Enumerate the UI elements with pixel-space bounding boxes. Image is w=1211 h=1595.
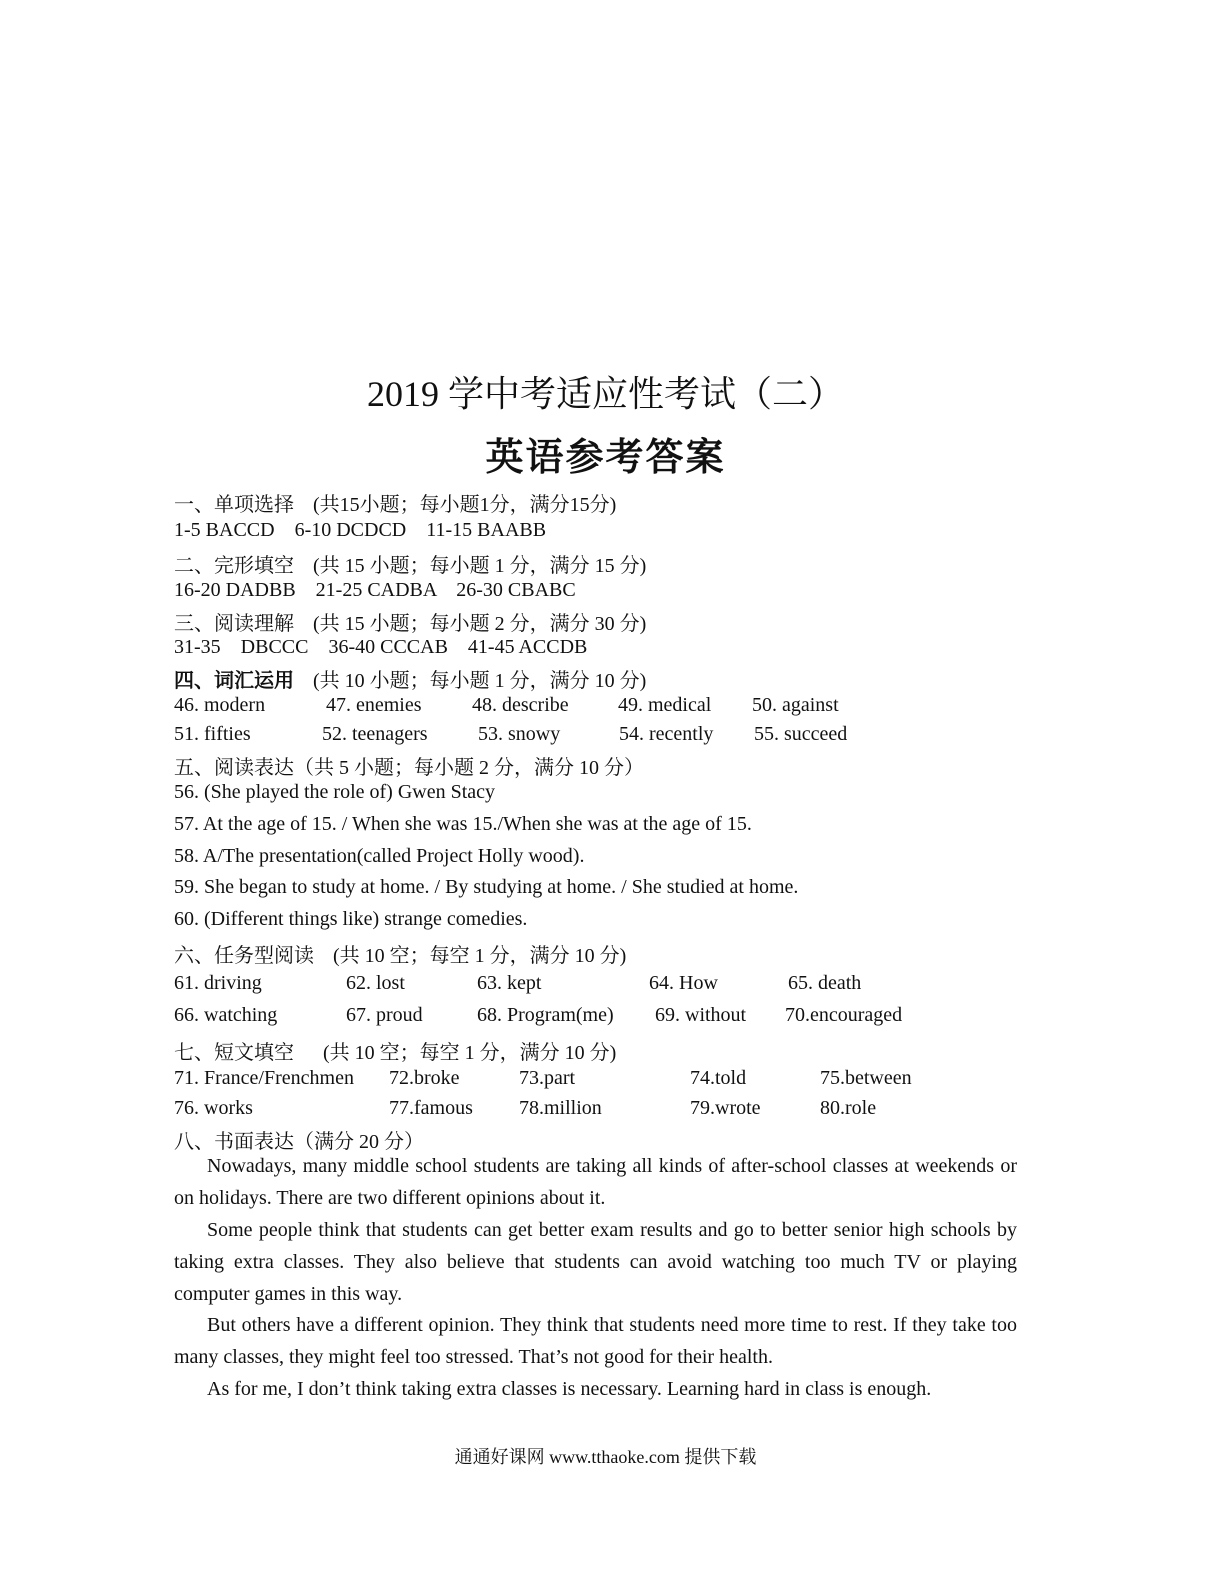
answer-cell: 71. France/Frenchmen [174,1067,354,1089]
answer-cell: 46. modern [174,694,266,716]
section-heading-3 [174,607,646,636]
answer-cell: 73.part [519,1067,576,1089]
section-title: 七、短文填空 [174,1042,294,1064]
section-title: 八、书面表达 [174,1131,294,1153]
answer-cell: 76. works [174,1097,253,1119]
section-note: (共 10 空；每空 1 分，满分 10 分) [323,1042,617,1064]
answer-cell: 54. recently [619,723,714,745]
answer-line: 16-20 DADBB 21-25 CADBA 26-30 CBABC [174,579,576,601]
section-note: (共 10 空；每空 1 分，满分 10 分) [333,945,627,967]
section-note: （共 5 小题；每小题 2 分，满分 10 分） [294,757,644,779]
answer-cell: 79.wrote [690,1097,761,1119]
answer-cell: 55. succeed [754,723,848,745]
section-heading-2 [174,549,646,578]
answer-cell: 69. without [655,1004,747,1026]
essay-paragraph: Nowadays, many middle school students are taking all kinds of after-school classes at weekends or on holidays. There are two different opinions about it. [174,1155,1017,1209]
answer-cell: 68. Program(me) [477,1004,614,1026]
answer-cell: 50. against [752,694,839,716]
answer-line: 58. A/The presentation(called Project Holly wood). [174,845,585,867]
answer-cell: 65. death [788,972,862,994]
section-note: （满分 20 分） [294,1131,424,1153]
answer-cell: 62. lost [346,972,405,994]
answer-cell: 80.role [820,1097,877,1119]
answer-cell: 51. fifties [174,723,251,745]
answer-cell: 64. How [649,972,718,994]
answer-cell: 47. enemies [326,694,422,716]
section-note: (共 15 小题；每小题 1 分，满分 15 分) [313,555,647,577]
footer-credit: 通通好课网 www.tthaoke.com 提供下载 [454,1447,757,1467]
section-title: 六、任务型阅读 [174,945,314,967]
answer-cell: 67. proud [346,1004,423,1026]
section-heading-7 [174,1036,616,1065]
document-subtitle: 英语参考答案 [485,437,726,479]
answer-cell: 77.famous [389,1097,473,1119]
section-heading-4 [174,664,646,693]
answer-cell: 52. teenagers [322,723,428,745]
section-title: 二、完形填空 [174,555,294,577]
answer-line: 1-5 BACCD 6-10 DCDCD 11-15 BAABB [174,519,547,541]
essay-paragraph: Some people think that students can get better exam results and go to better senior high schools by taking extra classes. They also believe that students can avoid watching too much TV or playing computer games in this way. [174,1219,1017,1305]
section-heading-1 [174,488,616,517]
answer-cell: 66. watching [174,1004,278,1026]
section-title: 一、单项选择 [174,494,294,516]
answer-cell: 74.told [690,1067,747,1089]
answer-line: 56. (She played the role of) Gwen Stacy [174,781,496,803]
section-title: 五、阅读表达 [174,757,294,779]
answer-cell: 63. kept [477,972,542,994]
answer-line: 57. At the age of 15. / When she was 15./When she was at the age of 15. [174,813,752,835]
answer-line: 31-35 DBCCC 36-40 CCCAB 41-45 ACCDB [174,636,588,658]
essay-paragraph: But others have a different opinion. They think that students need more time to rest. If they take too many classes, they might feel too stressed. That’s not good for their health. [174,1314,1017,1368]
section-heading-5 [174,751,644,780]
answer-cell: 72.broke [389,1067,460,1089]
section-title: 三、阅读理解 [174,613,294,635]
section-note: (共15小题；每小题1分，满分15分) [313,494,617,516]
answer-cell: 48. describe [472,694,569,716]
document-title: 2019 学中考适应性考试（二） [366,374,844,414]
answer-cell: 70.encouraged [785,1004,903,1026]
answer-cell: 53. snowy [478,723,561,745]
answer-line: 60. (Different things like) strange comedies. [174,908,528,930]
section-title: 四、词汇运用 [174,670,294,692]
answer-cell: 61. driving [174,972,262,994]
essay-paragraph: As for me, I don’t think taking extra classes is necessary. Learning hard in class is enough. [207,1378,932,1400]
answer-cell: 78.million [519,1097,602,1119]
answer-cell: 49. medical [618,694,712,716]
answer-line: 59. She began to study at home. / By studying at home. / She studied at home. [174,876,799,898]
section-note: (共 10 小题；每小题 1 分，满分 10 分) [313,670,647,692]
section-note: (共 15 小题；每小题 2 分，满分 30 分) [313,613,647,635]
section-heading-6 [174,939,626,968]
answer-cell: 75.between [820,1067,912,1089]
